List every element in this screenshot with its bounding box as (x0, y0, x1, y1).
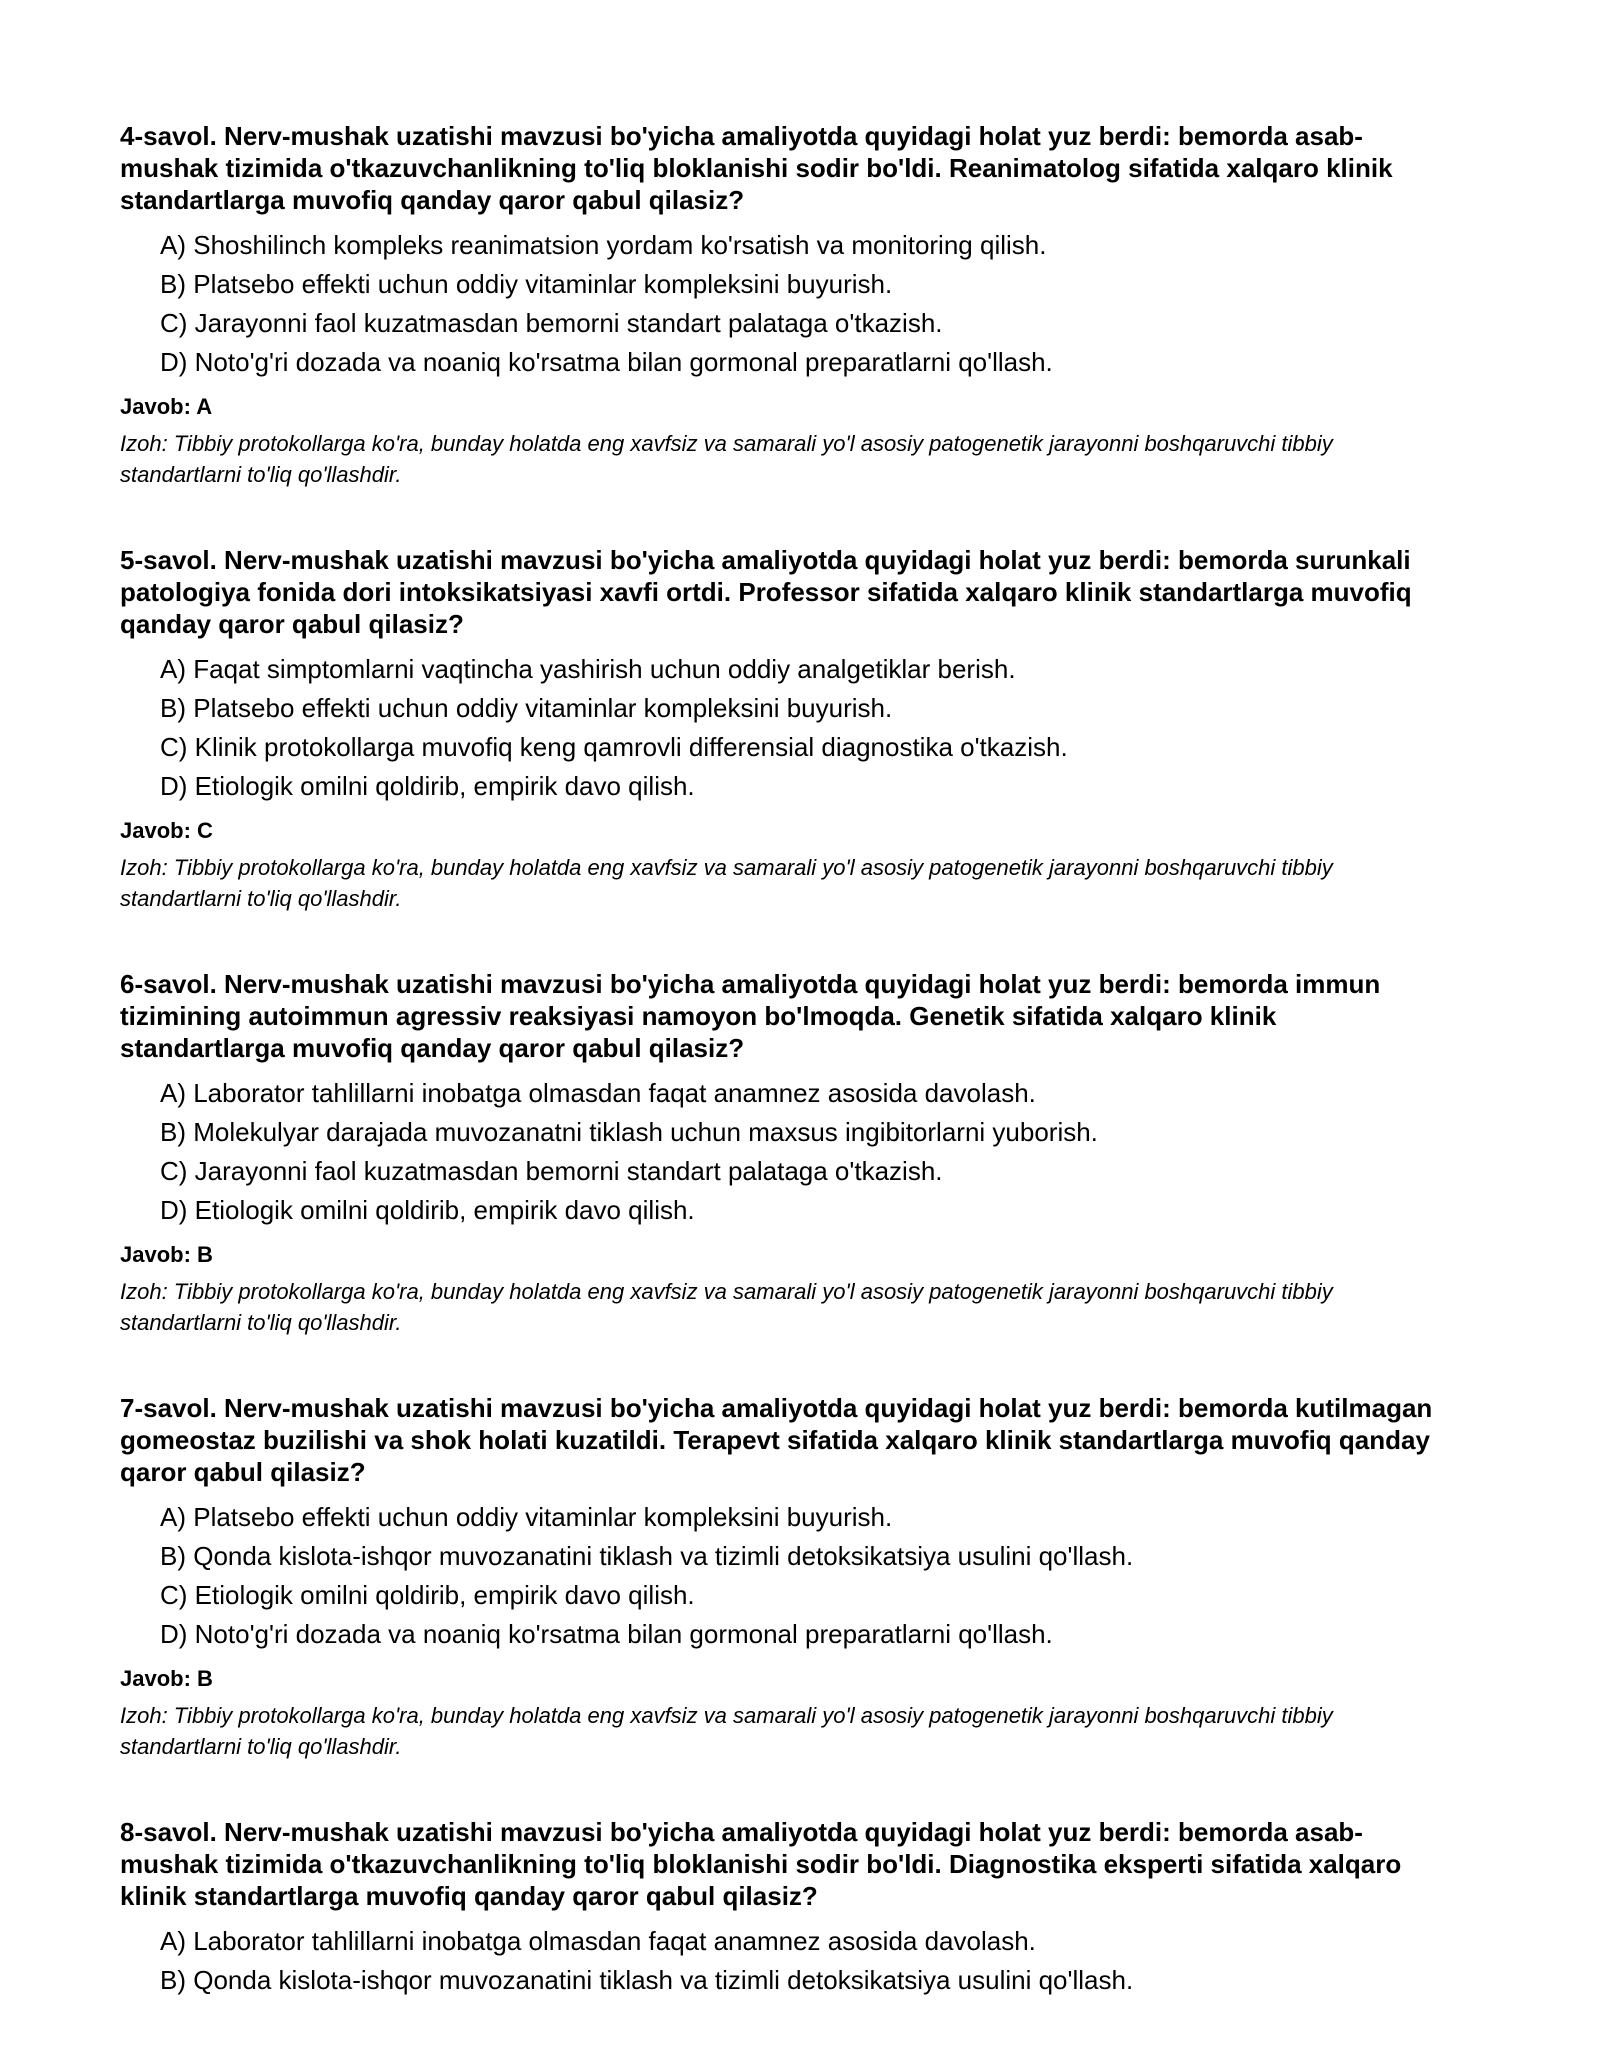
option-b: B) Qonda kislota-ishqor muvozanatini tiklash va tizimli detoksikatsiya usulini qo'llash. (160, 1965, 1134, 1995)
option-c: C) Klinik protokollarga muvofiq keng qamrovli differensial diagnostika o'tkazish. (160, 732, 1068, 762)
option-a: A) Platsebo effekti uchun oddiy vitaminlar kompleksini buyurish. (160, 1502, 893, 1532)
option-b: B) Platsebo effekti uchun oddiy vitaminlar kompleksini buyurish. (160, 269, 893, 299)
option-list (120, 650, 1440, 806)
option-a: A) Laborator tahlillarni inobatga olmasdan faqat anamnez asosida davolash. (160, 1926, 1036, 1956)
answer: Javob: A (120, 394, 213, 419)
explanation: Izoh: Tibbiy protokollarga ko'ra, bunday holatda eng xavfsiz va samarali yo'l asosiy patogenetik jarayonni boshqaruvchi tibbiy standartlarni to'liq qo'llashdir. (120, 1703, 1333, 1759)
question-4 (120, 120, 1440, 490)
option-a: A) Faqat simptomlarni vaqtincha yashirish uchun oddiy analgetiklar berish. (160, 654, 1016, 684)
question-6 (120, 968, 1440, 1338)
option-list (120, 1922, 1440, 2000)
option-list (120, 1498, 1440, 1654)
option-b: B) Platsebo effekti uchun oddiy vitaminlar kompleksini buyurish. (160, 693, 893, 723)
question-title: 7-savol. Nerv-mushak uzatishi mavzusi bo'yicha amaliyotda quyidagi holat yuz berdi: bemorda kutilmagan gomeostaz buzilishi va shok holati kuzatildi. Terapevt sifatida xalqaro klinik standartlarga muvofiq qanday qaror qabul qilasiz? (120, 1393, 1433, 1487)
explanation: Izoh: Tibbiy protokollarga ko'ra, bunday holatda eng xavfsiz va samarali yo'l asosiy patogenetik jarayonni boshqaruvchi tibbiy standartlarni to'liq qo'llashdir. (120, 855, 1333, 911)
question-5 (120, 544, 1440, 914)
question-8 (120, 1816, 1440, 2000)
question-title: 6-savol. Nerv-mushak uzatishi mavzusi bo'yicha amaliyotda quyidagi holat yuz berdi: bemorda immun tizimining autoimmun agressiv reaksiyasi namoyon bo'lmoqda. Genetik sifatida xalqaro klinik standartlarga muvofiq qanday qaror qabul qilasiz? (120, 969, 1381, 1063)
document-page (120, 120, 1440, 2054)
option-c: C) Etiologik omilni qoldirib, empirik davo qilish. (160, 1580, 695, 1610)
explanation: Izoh: Tibbiy protokollarga ko'ra, bunday holatda eng xavfsiz va samarali yo'l asosiy patogenetik jarayonni boshqaruvchi tibbiy standartlarni to'liq qo'llashdir. (120, 1279, 1333, 1335)
option-a: A) Shoshilinch kompleks reanimatsion yordam ko'rsatish va monitoring qilish. (160, 230, 1047, 260)
option-b: B) Qonda kislota-ishqor muvozanatini tiklash va tizimli detoksikatsiya usulini qo'llash. (160, 1541, 1134, 1571)
answer: Javob: B (120, 1242, 213, 1267)
question-title: 8-savol. Nerv-mushak uzatishi mavzusi bo'yicha amaliyotda quyidagi holat yuz berdi: bemorda asab-mushak tizimida o'tkazuvchanlikning to'liq bloklanishi sodir bo'ldi. Diagnostika eksperti sifatida xalqaro klinik standartlarga muvofiq qanday qaror qabul qilasiz? (120, 1817, 1402, 1911)
option-b: B) Molekulyar darajada muvozanatni tiklash uchun maxsus ingibitorlarni yuborish. (160, 1117, 1098, 1147)
option-d: D) Etiologik omilni qoldirib, empirik davo qilish. (160, 771, 695, 801)
question-7 (120, 1392, 1440, 1762)
option-list (120, 1074, 1440, 1230)
explanation: Izoh: Tibbiy protokollarga ko'ra, bunday holatda eng xavfsiz va samarali yo'l asosiy patogenetik jarayonni boshqaruvchi tibbiy standartlarni to'liq qo'llashdir. (120, 431, 1333, 487)
option-a: A) Laborator tahlillarni inobatga olmasdan faqat anamnez asosida davolash. (160, 1078, 1036, 1108)
option-d: D) Noto'g'ri dozada va noaniq ko'rsatma bilan gormonal preparatlarni qo'llash. (160, 347, 1053, 377)
answer: Javob: B (120, 1666, 213, 1691)
option-d: D) Noto'g'ri dozada va noaniq ko'rsatma bilan gormonal preparatlarni qo'llash. (160, 1619, 1053, 1649)
answer: Javob: C (120, 818, 213, 843)
question-title: 5-savol. Nerv-mushak uzatishi mavzusi bo'yicha amaliyotda quyidagi holat yuz berdi: bemorda surunkali patologiya fonida dori intoksikatsiyasi xavfi ortdi. Professor sifatida xalqaro klinik standartlarga muvofiq qanday qaror qabul qilasiz? (120, 545, 1412, 639)
option-list (120, 226, 1440, 382)
question-title: 4-savol. Nerv-mushak uzatishi mavzusi bo'yicha amaliyotda quyidagi holat yuz berdi: bemorda asab-mushak tizimida o'tkazuvchanlikning to'liq bloklanishi sodir bo'ldi. Reanimatolog sifatida xalqaro klinik standartlarga muvofiq qanday qaror qabul qilasiz? (120, 121, 1393, 215)
option-d: D) Etiologik omilni qoldirib, empirik davo qilish. (160, 1195, 695, 1225)
option-c: C) Jarayonni faol kuzatmasdan bemorni standart palataga o'tkazish. (160, 1156, 943, 1186)
option-c: C) Jarayonni faol kuzatmasdan bemorni standart palataga o'tkazish. (160, 308, 943, 338)
